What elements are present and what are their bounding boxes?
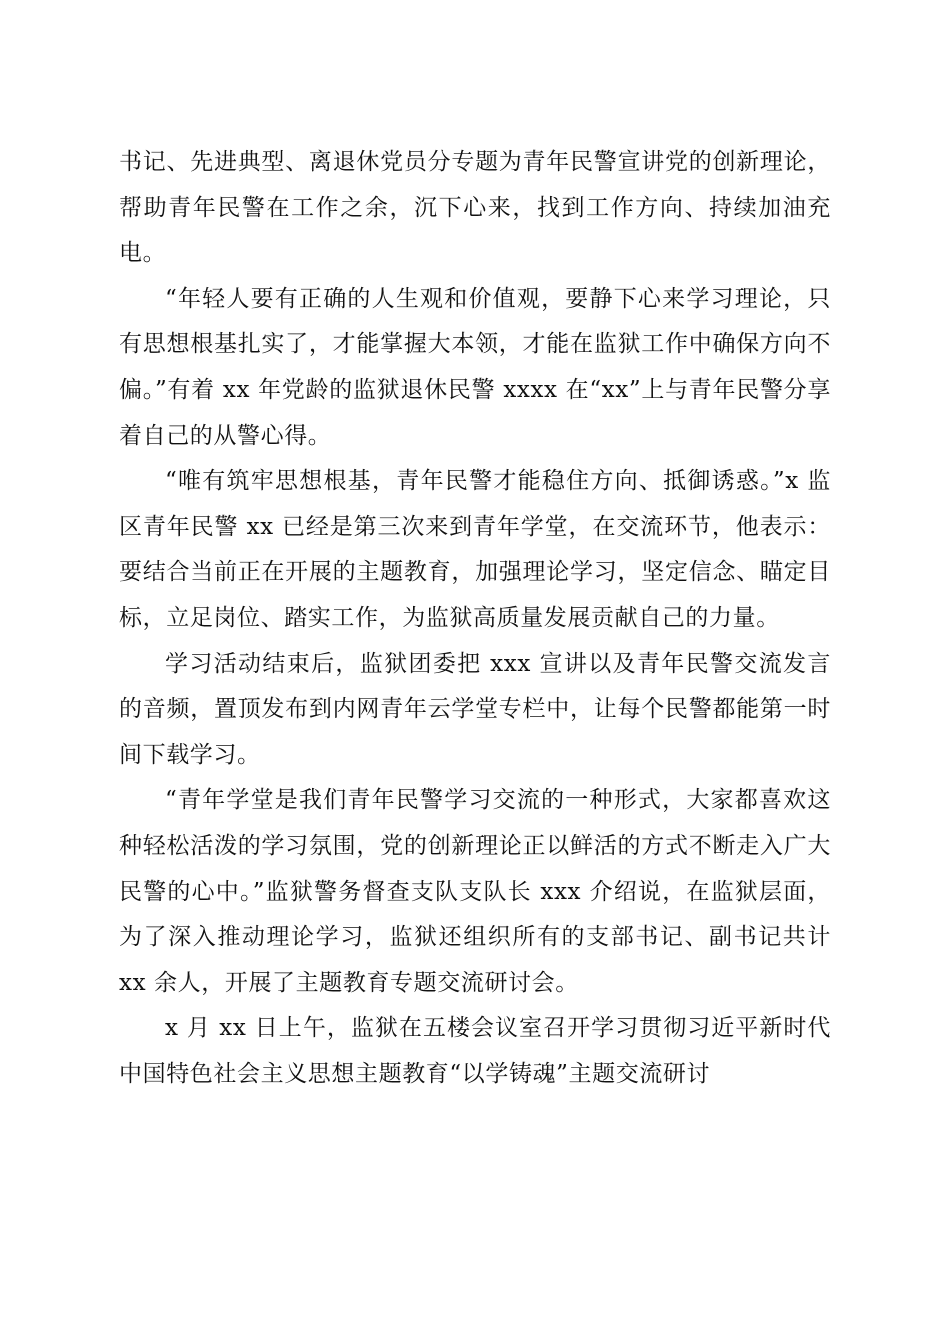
paragraph-4: 学习活动结束后，监狱团委把 xxx 宣讲以及青年民警交流发言的音频，置顶发布到内网青年云学堂专栏中，让每个民警都能第一时间下载学习。 (119, 650, 831, 768)
document-body (119, 140, 831, 1097)
paragraph-5: “青年学堂是我们青年民警学习交流的一种形式，大家都喜欢这种轻松活泼的学习氛围，党的创新理论正以鲜活的方式不断走入广大民警的心中。”监狱警务督查支队支队长 xxx 介绍说，在监狱层面，为了深入推动理论学习，监狱还组织所有的支部书记、副书记共计 xx 余人，开展了主题教育专题交流研讨会。 (119, 787, 831, 996)
paragraph-6: x 月 xx 日上午，监狱在五楼会议室召开学习贯彻习近平新时代中国特色社会主义思想主题教育“以学铸魂”主题交流研讨 (119, 1015, 831, 1087)
paragraph-3: “唯有筑牢思想根基，青年民警才能稳住方向、抵御诱惑。”x 监区青年民警 xx 已经是第三次来到青年学堂，在交流环节，他表示：要结合当前正在开展的主题教育，加强理论学习，坚定信念、瞄定目标，立足岗位、踏实工作，为监狱高质量发展贡献自己的力量。 (119, 468, 831, 631)
paragraph-1: 书记、先进典型、离退休党员分专题为青年民警宣讲党的创新理论，帮助青年民警在工作之余，沉下心来，找到工作方向、持续加油充电。 (119, 149, 831, 267)
paragraph-2: “年轻人要有正确的人生观和价值观，要静下心来学习理论，只有思想根基扎实了，才能掌握大本领，才能在监狱工作中确保方向不偏。”有着 xx 年党龄的监狱退休民警 xxxx 在“xx”上与青年民警分享着自己的从警心得。 (119, 285, 831, 449)
